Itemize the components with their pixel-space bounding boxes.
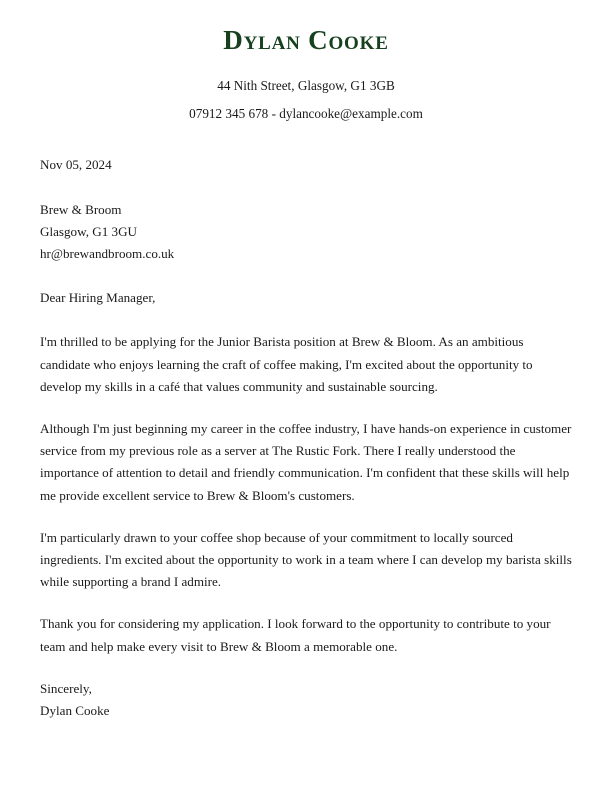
recipient-city-postcode: Glasgow, G1 3GU (40, 223, 137, 239)
body-paragraph-3: I'm particularly drawn to your coffee shop because of your commitment to locally sourced ingredients. I'm excited about the opportunity to work in a team where I can develop my barista skills while supporting a brand I admire. (40, 529, 572, 590)
recipient-company: Brew & Broom (40, 201, 122, 217)
letter-body (40, 154, 572, 722)
letter-date: Nov 05, 2024 (40, 157, 112, 173)
body-paragraph-4: Thank you for considering my application. I look forward to the opportunity to contribute to your team and help make every visit to Brew & Bloom a memorable one. (40, 616, 551, 654)
closing-block (40, 678, 572, 722)
signature-name: Dylan Cooke (40, 703, 110, 719)
page-title: Dylan Cooke (223, 25, 389, 55)
header-contact-line: 07912 345 678 - dylancooke@example.com (189, 106, 423, 122)
letter-header (40, 0, 572, 120)
body-paragraph-2: Although I'm just beginning my career in the coffee industry, I have hands-on experience in customer service from my previous role as a server at The Rustic Fork. There I really understood the importance of attention to detail and friendly communication. I'm confident that these skills will help me provide excellent service to Brew & Bloom's customers. (40, 421, 572, 503)
closing-salutation: Sincerely, (40, 680, 92, 696)
salutation-block (40, 287, 572, 309)
header-address-line: 44 Nith Street, Glasgow, G1 3GB (217, 78, 395, 93)
recipient-block (40, 199, 572, 266)
letter-date-block (40, 154, 572, 176)
recipient-email: hr@brewandbroom.co.uk (40, 246, 175, 262)
body-paragraph-1: I'm thrilled to be applying for the Junior Barista position at Brew & Bloom. As an ambitious candidate who enjoys learning the craft of coffee making, I'm excited about the opportunity to develop my skills in a café that values community and sustainable sourcing. (40, 334, 533, 394)
salutation: Dear Hiring Manager, (40, 290, 156, 306)
